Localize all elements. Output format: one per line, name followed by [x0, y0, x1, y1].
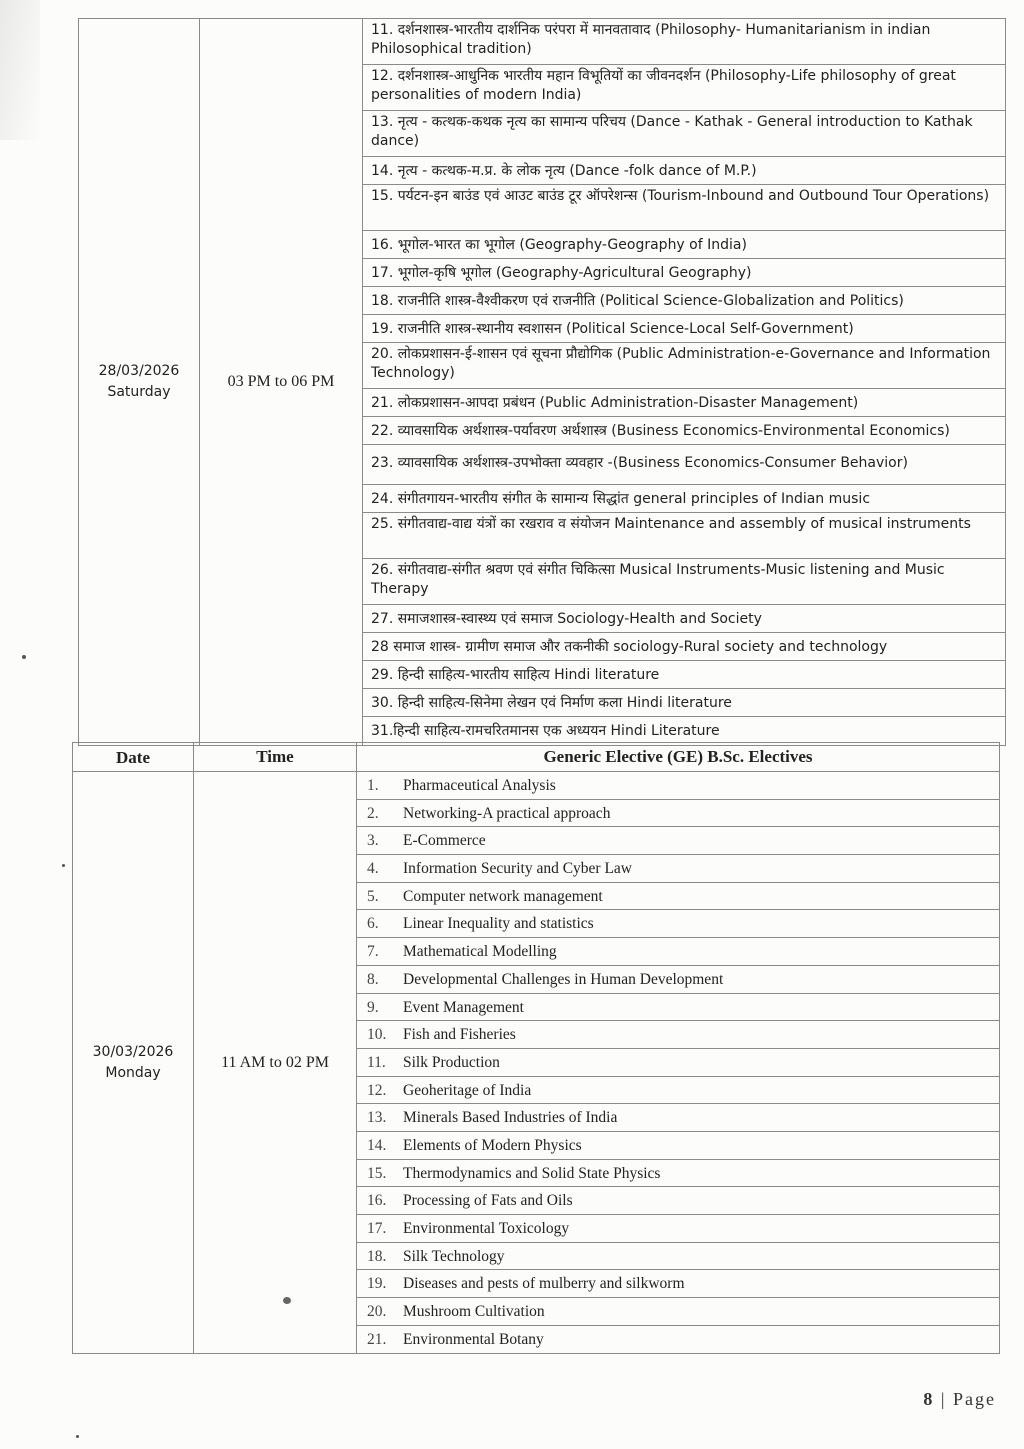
exam-day: Saturday — [107, 384, 171, 400]
list-item — [357, 1077, 999, 1105]
item-number: 13. — [367, 1109, 387, 1127]
subject-name: Computer network management — [403, 887, 603, 905]
list-item — [357, 855, 999, 883]
subject-name: Pharmaceutical Analysis — [403, 777, 556, 794]
subject-name: Thermodynamics and Solid State Physics — [403, 1164, 661, 1182]
date-cell — [79, 19, 200, 746]
item-number: 10. — [367, 1026, 387, 1044]
subject-name: Environmental Botany — [403, 1330, 544, 1348]
subject-name: Fish and Fisheries — [403, 1026, 516, 1044]
list-item — [357, 994, 999, 1022]
page-fold-shadow — [0, 0, 40, 140]
list-item: 18. राजनीति शास्त्र-वैश्वीकरण एवं राजनीति (Political Science-Globalization and Politics) — [363, 287, 1005, 315]
list-item: 14. नृत्य - कत्थक-म.प्र. के लोक नृत्य (Dance -folk dance of M.P.) — [363, 157, 1005, 185]
table-header-row — [73, 743, 1000, 772]
time-cell: 03 PM to 06 PM — [200, 19, 363, 746]
subject-name: Mushroom Cultivation — [403, 1303, 545, 1321]
list-item — [357, 1104, 999, 1132]
item-number: 9. — [367, 998, 379, 1016]
list-item — [357, 910, 999, 938]
item-number: 5. — [367, 887, 379, 905]
exam-date: 30/03/2026 — [92, 1043, 174, 1060]
list-item: 29. हिन्दी साहित्य-भारतीय साहित्य Hindi literature — [363, 661, 1005, 689]
item-number: 21. — [367, 1330, 387, 1348]
subject-name: Processing of Fats and Oils — [403, 1192, 573, 1210]
schedule-table-monday — [72, 742, 1000, 1354]
exam-date: 28/03/2026 — [98, 363, 180, 379]
subject-name: E-Commerce — [403, 832, 486, 850]
subject-name: Information Security and Cyber Law — [403, 860, 632, 878]
table-row — [73, 772, 1000, 1354]
list-item — [357, 1187, 999, 1215]
scan-speck — [283, 1297, 291, 1304]
page-label: | Page — [940, 1389, 996, 1409]
scan-speck — [62, 864, 65, 867]
list-item — [357, 1049, 999, 1077]
list-item — [357, 772, 999, 800]
list-item — [357, 1021, 999, 1049]
item-number: 8. — [367, 970, 379, 988]
subject-name: Minerals Based Industries of India — [403, 1109, 618, 1127]
item-number: 6. — [367, 915, 379, 933]
page-number-footer — [923, 1389, 996, 1410]
subject-list-cell — [357, 772, 1000, 1354]
item-number: 4. — [367, 860, 379, 878]
list-item — [357, 800, 999, 828]
subject-list-cell — [363, 19, 1006, 746]
item-number: 18. — [367, 1247, 387, 1265]
list-item — [357, 1160, 999, 1188]
schedule-table-saturday — [78, 18, 1006, 746]
list-item: 26. संगीतवाद्य-संगीत श्रवण एवं संगीत चिकित्सा Musical Instruments-Music listening and Music Therapy — [363, 559, 1005, 605]
list-item — [357, 1243, 999, 1271]
list-item: 19. राजनीति शास्त्र-स्थानीय स्वशासन (Political Science-Local Self-Government) — [363, 315, 1005, 343]
subject-name: Geoheritage of India — [403, 1081, 532, 1099]
item-number: 20. — [367, 1303, 387, 1321]
list-item: 25. संगीतवाद्य-वाद्य यंत्रों का रखराव व संयोजन Maintenance and assembly of musical instruments — [363, 513, 1005, 559]
subject-name: Linear Inequality and statistics — [403, 915, 594, 933]
time-cell: 11 AM to 02 PM — [194, 772, 357, 1354]
list-item: 21. लोकप्रशासन-आपदा प्रबंधन (Public Administration-Disaster Management) — [363, 389, 1005, 417]
date-cell — [73, 772, 194, 1354]
list-item: 27. समाजशास्त्र-स्वास्थ्य एवं समाज Sociology-Health and Society — [363, 605, 1005, 633]
list-item: 15. पर्यटन-इन बाउंड एवं आउट बाउंड टूर ऑपरेशन्स (Tourism-Inbound and Outbound Tour Operations) — [363, 185, 1005, 231]
list-item — [357, 966, 999, 994]
list-item: 12. दर्शनशास्त्र-आधुनिक भारतीय महान विभूतियों का जीवनदर्शन (Philosophy-Life philosophy of great personalities of modern India) — [363, 65, 1005, 111]
column-header-date: Date — [73, 743, 194, 772]
list-item: 16. भूगोल-भारत का भूगोल (Geography-Geography of India) — [363, 231, 1005, 259]
page-number: 8 — [923, 1389, 935, 1409]
list-item — [357, 1132, 999, 1160]
list-item: 24. संगीतगायन-भारतीय संगीत के सामान्य सिद्धांत general principles of Indian music — [363, 485, 1005, 513]
subject-name: Networking-A practical approach — [403, 804, 611, 822]
column-header-subject: Generic Elective (GE) B.Sc. Electives — [357, 743, 1000, 772]
list-item: 31.हिन्दी साहित्य-रामचरितमानस एक अध्ययन Hindi Literature — [371, 723, 720, 739]
list-item — [357, 1270, 999, 1298]
list-item: 13. नृत्य - कत्थक-कथक नृत्य का सामान्य परिचय (Dance - Kathak - General introduction to Kathak dance) — [363, 111, 1005, 157]
subject-name: Silk Production — [403, 1053, 500, 1071]
subject-name: Mathematical Modelling — [403, 943, 557, 961]
item-number: 2. — [367, 804, 379, 822]
item-number: 19. — [367, 1275, 387, 1293]
list-item: 23. व्यावसायिक अर्थशास्त्र-उपभोक्ता व्यवहार -(Business Economics-Consumer Behavior) — [363, 445, 1005, 485]
column-header-time: Time — [194, 743, 357, 772]
item-number: 7. — [367, 943, 379, 961]
subject-name: Environmental Toxicology — [403, 1220, 570, 1237]
exam-day: Monday — [105, 1064, 161, 1081]
subject-name: Event Management — [403, 998, 524, 1016]
item-number: 1. — [367, 777, 379, 794]
item-number: 14. — [367, 1136, 387, 1154]
list-item — [357, 938, 999, 966]
item-number: 3. — [367, 832, 379, 850]
list-item: 28 समाज शास्त्र- ग्रामीण समाज और तकनीकी sociology-Rural society and technology — [363, 633, 1005, 661]
list-item: 22. व्यावसायिक अर्थशास्त्र-पर्यावरण अर्थशास्त्र (Business Economics-Environmental Economics) — [363, 417, 1005, 445]
list-item — [357, 1326, 999, 1354]
item-number: 16. — [367, 1192, 387, 1210]
item-number: 15. — [367, 1164, 387, 1182]
item-number: 17. — [367, 1220, 387, 1237]
list-item: 30. हिन्दी साहित्य-सिनेमा लेखन एवं निर्माण कला Hindi literature — [363, 689, 1005, 717]
list-item: 11. दर्शनशास्त्र-भारतीय दार्शनिक परंपरा में मानवतावाद (Philosophy- Humanitarianism in indian Philosophical tradition) — [363, 19, 1005, 65]
subject-name: Developmental Challenges in Human Development — [403, 970, 724, 988]
subject-name: Elements of Modern Physics — [403, 1136, 582, 1154]
list-item — [357, 883, 999, 911]
subject-name: Silk Technology — [403, 1247, 505, 1265]
list-item — [357, 1215, 999, 1243]
list-item: 20. लोकप्रशासन-ई-शासन एवं सूचना प्रौद्योगिक (Public Administration-e-Governance and Information Technology) — [363, 343, 1005, 389]
list-item — [357, 827, 999, 855]
item-number: 11. — [367, 1053, 386, 1071]
list-item — [357, 1298, 999, 1326]
table-row — [79, 19, 1006, 746]
list-item: 17. भूगोल-कृषि भूगोल (Geography-Agricultural Geography) — [363, 259, 1005, 287]
item-number: 12. — [367, 1081, 387, 1099]
scan-speck — [76, 1435, 79, 1438]
scan-speck — [22, 655, 26, 659]
subject-name: Diseases and pests of mulberry and silkworm — [403, 1275, 685, 1293]
